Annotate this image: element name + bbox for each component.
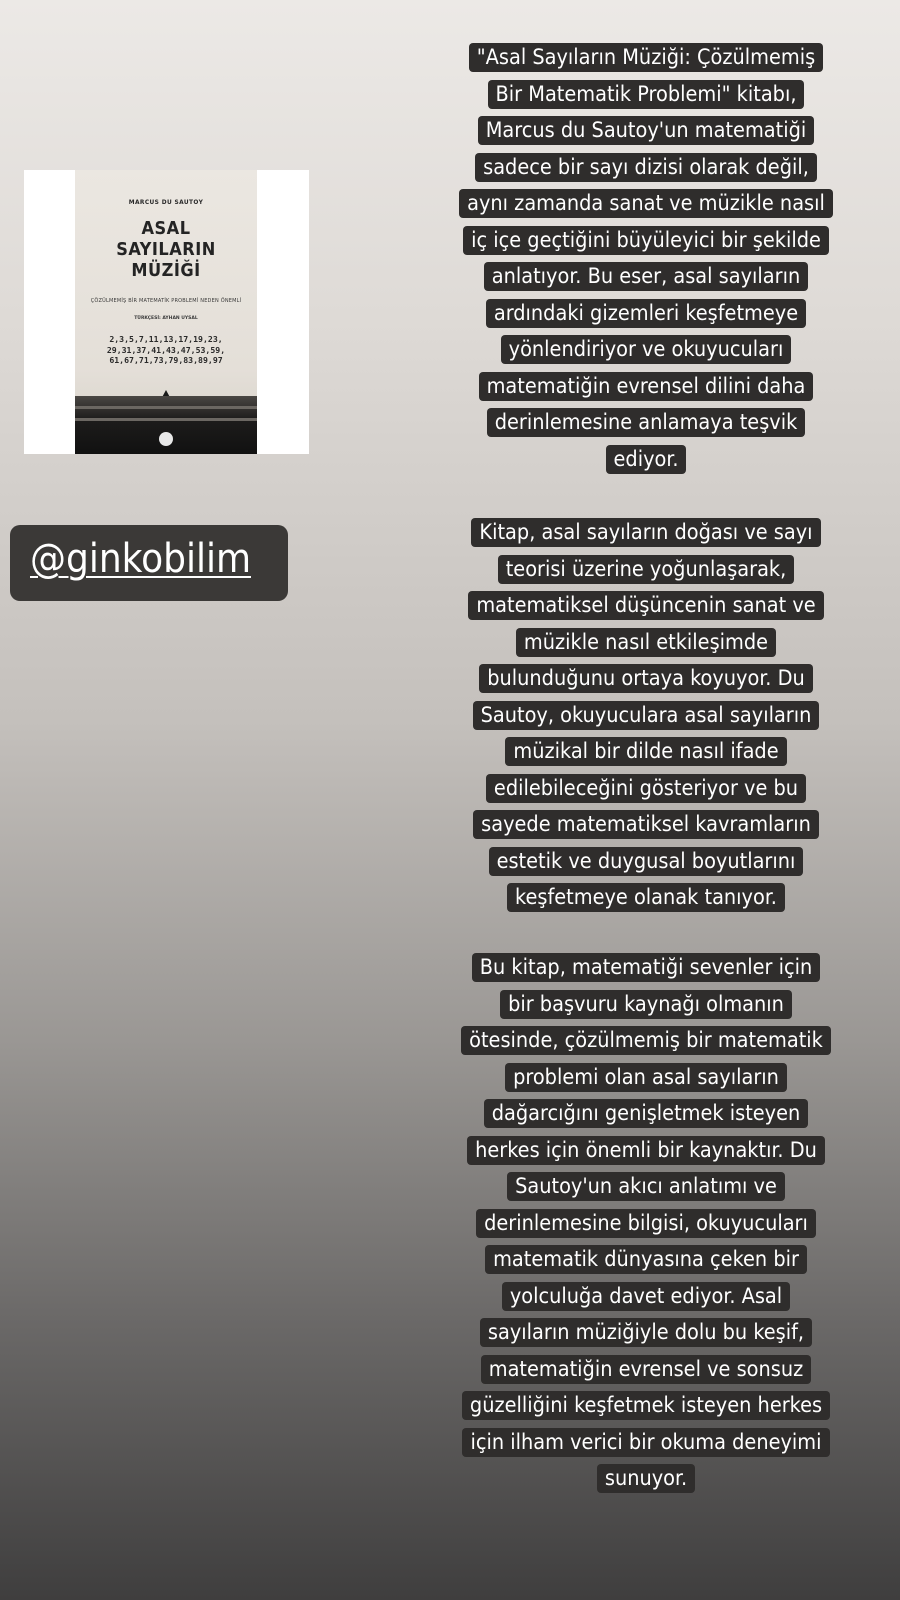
- prime-numbers-line: 61,67,71,73,79,83,89,97: [109, 355, 223, 365]
- caption-line: Bir Matematik Problemi" kitabı,: [488, 80, 805, 109]
- caption-line: yolculuğa davet ediyor. Asal: [502, 1282, 790, 1311]
- caption-line: Sautoy, okuyuculara asal sayıların: [473, 701, 820, 730]
- caption-line: sunuyor.: [597, 1464, 695, 1493]
- caption-line: dağarcığını genişletmek isteyen: [484, 1099, 809, 1128]
- book-title-line: MÜZİĞİ: [131, 260, 201, 281]
- caption-line: aynı zamanda sanat ve müzikle nasıl: [459, 189, 833, 218]
- caption-paragraph-3: [442, 950, 850, 1498]
- caption-line: sayede matematiksel kavramların: [473, 810, 819, 839]
- caption-line: yönlendiriyor ve okuyucuları: [501, 335, 792, 364]
- caption-line: "Asal Sayıların Müziği: Çözülmemiş: [469, 43, 823, 72]
- book-title-line: ASAL: [141, 218, 191, 239]
- caption-line: problemi olan asal sayıların: [505, 1063, 787, 1092]
- typewriter-bar: [75, 406, 257, 409]
- typewriter-bar: [75, 418, 257, 421]
- caption-line: bulunduğunu ortaya koyuyor. Du: [479, 664, 813, 693]
- book-cover-image[interactable]: [24, 170, 309, 454]
- caption-line: teorisi üzerine yoğunlaşarak,: [498, 555, 795, 584]
- caption-line: bir başvuru kaynağı olmanın: [500, 990, 792, 1019]
- caption-line: ediyor.: [606, 445, 687, 474]
- prime-numbers-list: [83, 334, 249, 366]
- book-title-line: SAYILARIN: [116, 239, 216, 260]
- caption-line: derinlemesine bilgisi, okuyucuları: [476, 1209, 816, 1238]
- caption-line: matematiğin evrensel dilini daha: [479, 372, 814, 401]
- caption-line: sadece bir sayı dizisi olarak değil,: [475, 153, 817, 182]
- caption-line: müzikal bir dilde nasıl ifade: [505, 737, 786, 766]
- prime-numbers-line: 29,31,37,41,43,47,53,59,: [106, 344, 226, 355]
- caption-line: estetik ve duygusal boyutlarını: [489, 847, 804, 876]
- caption-line: Bu kitap, matematiği sevenler için: [472, 953, 820, 982]
- book-cover: [75, 170, 257, 454]
- caption-line: matematiksel düşüncenin sanat ve: [468, 591, 823, 620]
- typewriter-illustration: [75, 396, 257, 454]
- prime-numbers-line: 2,3,5,7,11,13,17,19,23,: [109, 334, 223, 344]
- publisher-logo-icon: [159, 432, 173, 446]
- book-subtitle: ÇÖZÜLMEMİŞ BİR MATEMATİK PROBLEMİ NEDEN ÖNEMLİ: [90, 298, 242, 304]
- caption-line: ötesinde, çözülmemiş bir matematik: [461, 1026, 831, 1055]
- caption-line: güzelliğini keşfetmek isteyen herkes: [462, 1391, 830, 1420]
- caption-paragraph-1: [442, 40, 850, 478]
- caption-line: matematiğin evrensel ve sonsuz: [481, 1355, 812, 1384]
- caption-line: edilebileceğini gösteriyor ve bu: [486, 774, 806, 803]
- caption-line: iç içe geçtiğini büyüleyici bir şekilde: [463, 226, 829, 255]
- caption-line: anlatıyor. Bu eser, asal sayıların: [484, 262, 808, 291]
- book-title: [75, 218, 257, 281]
- caption-line: keşfetmeye olanak tanıyor.: [507, 883, 785, 912]
- caption-line: derinlemesine anlamaya teşvik: [487, 408, 806, 437]
- caption-line: Sautoy'un akıcı anlatımı ve: [507, 1172, 785, 1201]
- caption-line: herkes için önemli bir kaynaktır. Du: [467, 1136, 825, 1165]
- caption-line: matematik dünyasına çeken bir: [485, 1245, 807, 1274]
- caption-line: ardındaki gizemleri keşfetmeye: [486, 299, 806, 328]
- mention-handle[interactable]: @ginkobilim: [30, 536, 251, 582]
- caption-line: için ilham verici bir okuma deneyimi: [462, 1428, 829, 1457]
- caption-paragraph-2: [442, 515, 850, 917]
- caption-line: sayıların müziğiyle dolu bu keşif,: [480, 1318, 812, 1347]
- book-author: MARCUS DU SAUTOY: [128, 198, 204, 206]
- mention-sticker[interactable]: [10, 525, 288, 601]
- book-translator: TÜRKÇESİ: AYHAN UYSAL: [134, 316, 198, 321]
- caption-line: Kitap, asal sayıların doğası ve sayı: [471, 518, 820, 547]
- caption-line: Marcus du Sautoy'un matematiği: [478, 116, 815, 145]
- caption-line: müzikle nasıl etkileşimde: [516, 628, 776, 657]
